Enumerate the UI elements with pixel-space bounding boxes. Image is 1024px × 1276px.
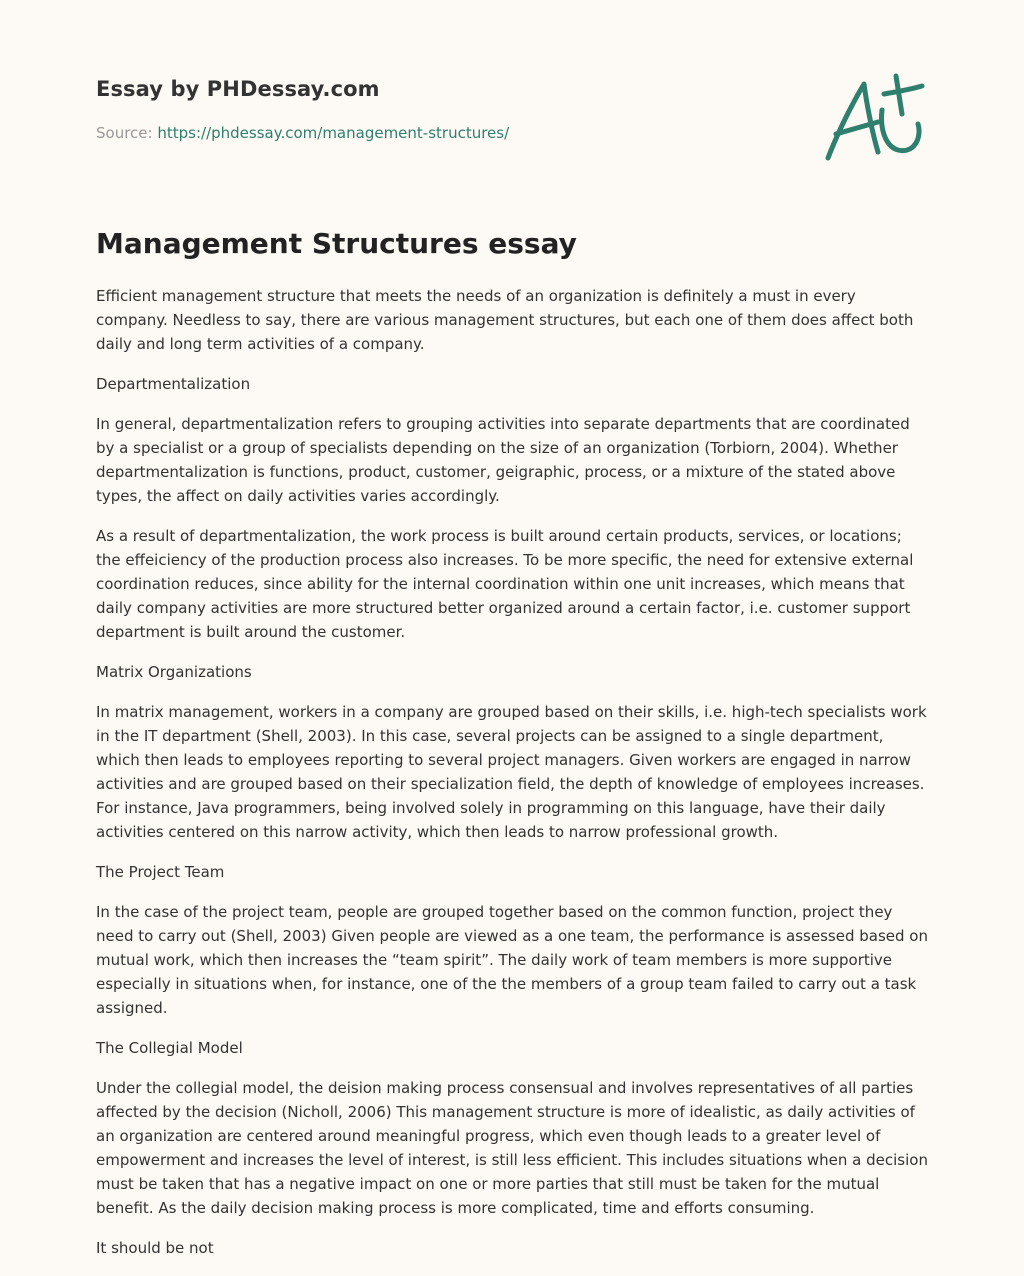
essay-paragraph: In the case of the project team, people are grouped together based on the common function, project they need to carry out (Shell, 2003) Given people are viewed as a one team, the performance is assessed based on mutual work, which then increases the “team spirit”. The daily work of team members is more supportive especially in situations when, for instance, one of the the members of a group team failed to carry out a task assigned. [96, 903, 928, 1017]
a-plus-logo-icon [822, 70, 926, 166]
source-link[interactable]: https://phdessay.com/management-structures/ [157, 124, 510, 142]
essay-paragraph: It should be not [96, 1239, 214, 1257]
source-line [96, 124, 509, 142]
essay-paragraph: Under the collegial model, the deision making process consensual and involves representatives of all parties affected by the decision (Nicholl, 2006) This management structure is more of idealistic, as daily activities of an organization are centered around meaningful progress, which even though leads to a greater level of empowerment and increases the level of interest, is still less efficient. This includes situations when a decision must be taken that has a negative impact on one or more parties that still must be taken for the mutual benefit. As the daily decision making process is more complicated, time and efforts consuming. [96, 1079, 928, 1217]
section-heading: Departmentalization [96, 375, 251, 393]
essay-paragraph: Efficient management structure that meets the needs of an organization is definitely a must in every company. Needless to say, there are various management structures, but each one of them does affect both daily and long term activities of a company. [96, 287, 914, 353]
section-heading: The Collegial Model [96, 1039, 243, 1057]
site-title: Essay by PHDessay.com [96, 77, 380, 101]
essay-paragraph: As a result of departmentalization, the work process is built around certain products, services, or locations; the effeiciency of the production process also increases. To be more specific, the need for extensive external coordination reduces, since ability for the internal coordination within one unit increases, which means that daily company activities are more structured better organized around a certain factor, i.e. customer support department is built around the customer. [96, 527, 914, 641]
source-label: Source: [96, 124, 153, 142]
section-heading: Matrix Organizations [96, 663, 252, 681]
essay-body [96, 284, 928, 1276]
essay-paragraph: In matrix management, workers in a company are grouped based on their skills, i.e. high-tech specialists work in the IT department (Shell, 2003). In this case, several projects can be assigned to a single department, which then leads to employees reporting to several project managers. Given workers are engaged in narrow activities and are grouped based on their specialization field, the depth of knowledge of employees increases. For instance, Java programmers, being involved solely in programming on this language, have their daily activities centered on this narrow activity, which then leads to narrow professional growth. [96, 703, 927, 841]
essay-paragraph: In general, departmentalization refers to grouping activities into separate departments that are coordinated by a specialist or a group of specialists depending on the size of an organization (Torbiorn, 2004). Whether departmentalization is functions, product, customer, geigraphic, process, or a mixture of the stated above types, the affect on daily activities varies accordingly. [96, 415, 910, 505]
essay-title: Management Structures essay [96, 227, 577, 260]
section-heading: The Project Team [96, 863, 225, 881]
